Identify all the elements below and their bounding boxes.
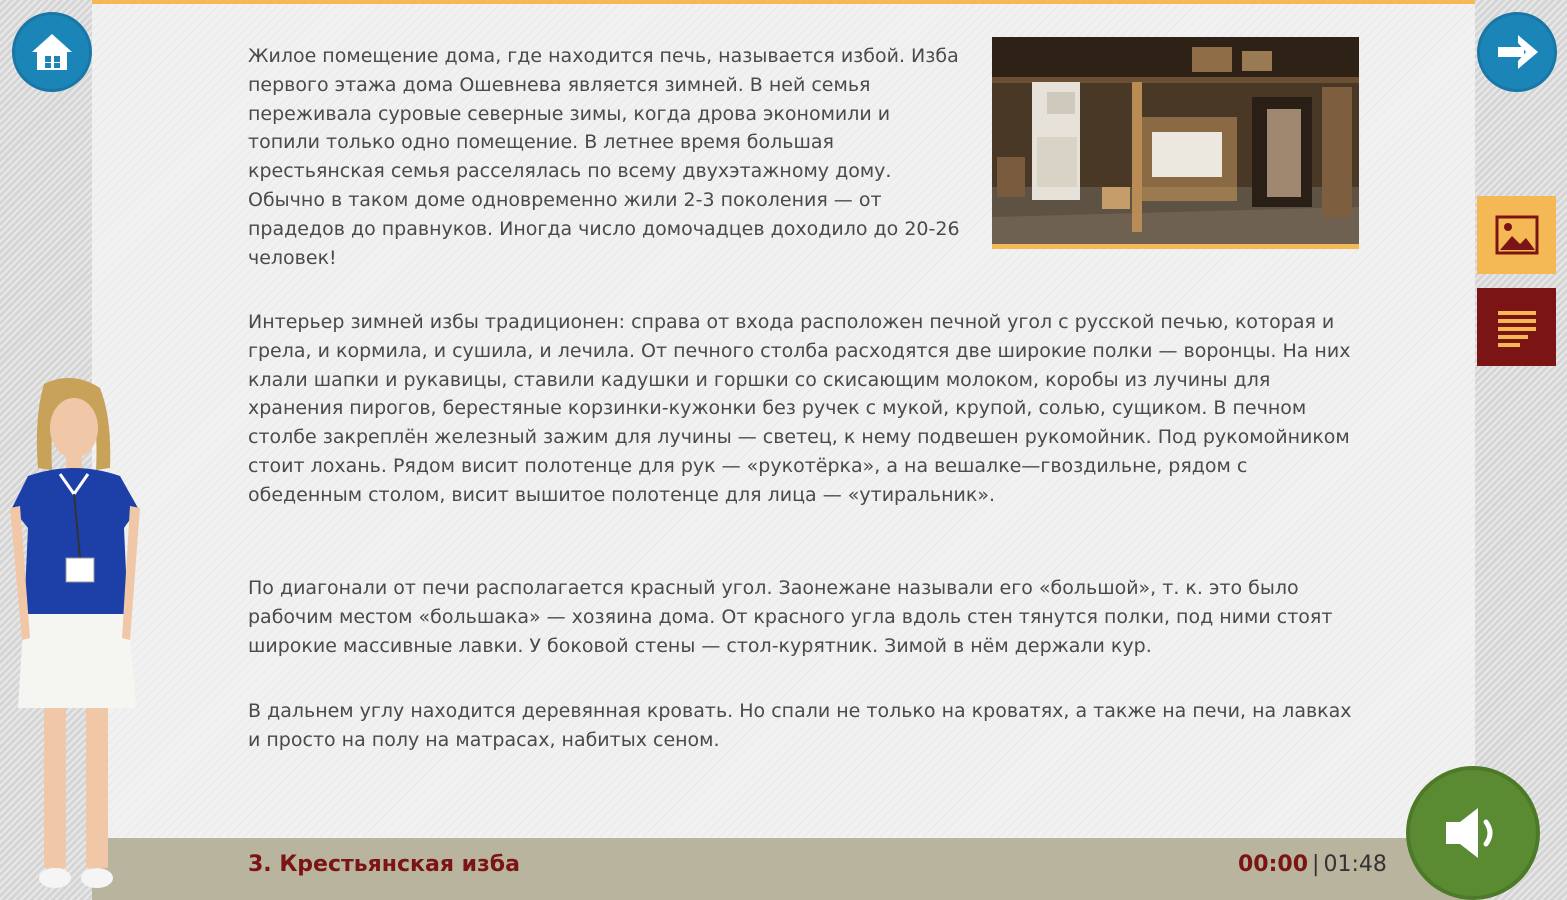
izba-interior-photo[interactable] [992,37,1359,249]
presenter-figure [0,378,150,900]
photo-illustration [992,37,1359,244]
image-icon [1494,212,1540,258]
footer-bar [92,838,1475,900]
sound-button[interactable] [1406,766,1540,900]
arrow-right-icon [1492,27,1542,77]
time-total: 01:48 [1323,852,1387,877]
image-tab[interactable] [1477,196,1556,274]
lesson-title: 3. Крестьянская изба [248,852,521,877]
interior-paragraph: Интерьер зимней избы традиционен: справа от входа расположен печной угол с русской печью, которая и грела, и кормила, и сушила, и лечила. От печного столба расходятся две широкие полки — воронцы. На них клали шапки и рукавицы, ставили кадушки и горшки со скисающим молоком, коробы из лучины для хранения пирогов, берестяные корзинки-кужонки без ручек с мукой, крупой, солью, сущиком. В печном столбе закреплён железный зажим для лучины — светец, к нему подвешен рукомойник. Под рукомойником стоит лохань. Рядом висит полотенце для рук — «рукотёрка», а на вешалке—гвоздильне, рядом с обеденным столом, висит вышитое полотенце для лица — «утиральник». [248,311,1351,506]
speaker-icon [1438,798,1508,868]
text-lines-icon [1494,307,1540,347]
bed-paragraph: В дальнем углу находится деревянная кровать. Но спали не только на кроватях, а также на печи, на лавках и просто на полу на матрасах, набитых сеном. [248,700,1352,751]
text-tab[interactable] [1477,288,1556,366]
home-icon [28,28,76,76]
time-separator: | [1312,852,1320,877]
content-panel [92,0,1475,838]
intro-paragraph: Жилое помещение дома, где находится печь, называется избой. Изба первого этажа дома Ошевнева является зимней. В ней семья переживала суровые северные зимы, когда дрова экономили и топили только одно помещение. В летнее время большая крестьянская семья расселялась по всему двухэтажному дому. Обычно в таком доме одновременно жили 2-3 поколения — от прадедов до правнуков. Иногда число домочадцев доходило до 20-26 человек! [248,45,960,269]
red-corner-paragraph: По диагонали от печи располагается красный угол. Заонежане называли его «большой», т. к. это было рабочим местом «большака» — хозяина дома. От красного угла вдоль стен тянутся полки, под ними стоят широкие массивные лавки. У боковой стены — стол-курятник. Зимой в нём держали кур. [248,577,1333,657]
next-button[interactable] [1477,12,1557,92]
time-readout [1238,852,1387,877]
time-current: 00:00 [1238,852,1309,877]
presenter-illustration [0,378,150,900]
home-button[interactable] [12,12,92,92]
